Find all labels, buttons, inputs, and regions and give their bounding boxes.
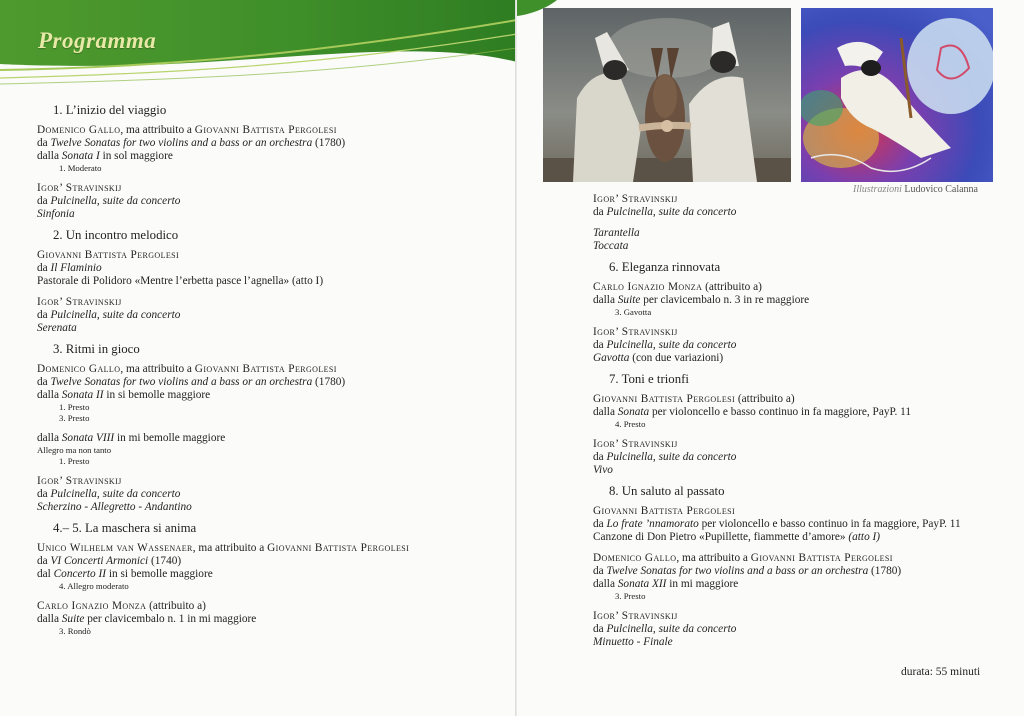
composer-name: Giovanni Battista Pergolesi: [194, 363, 337, 375]
entry-text: da: [37, 262, 51, 274]
entry-text: Canzone di Don Pietro «Pupillette, fiammette d’amore»: [593, 531, 849, 543]
entry-text: da: [37, 309, 51, 321]
entry-line: [593, 531, 1023, 544]
entry-line: [593, 623, 1023, 636]
entry-text: 4. Allegro moderato: [59, 581, 129, 591]
entry-line: [593, 552, 1023, 565]
program-entry: [37, 363, 507, 424]
entry-text: da: [593, 623, 607, 635]
entry-line: [593, 636, 1023, 649]
entry-line: [37, 363, 507, 376]
composer-name: Giovanni Battista Pergolesi: [750, 552, 893, 564]
entry-line: [593, 240, 1023, 253]
composer-name: Unico Wilhelm van Wassenaer: [37, 542, 193, 554]
entry-text: (con due variazioni): [629, 352, 724, 364]
entry-text: (attribuito a): [146, 600, 206, 612]
entry-text: , ma attribuito a: [676, 552, 751, 564]
composer-name: Igor’ Stravinskij: [593, 610, 678, 622]
composer-name: Carlo Ignazio Monza: [37, 600, 147, 612]
work-title: Twelve Sonatas for two violins and a bass or an orchestra: [50, 137, 313, 149]
entry-text: 1. Moderato: [59, 163, 102, 173]
entry-text: dalla: [37, 432, 62, 444]
entry-line: [37, 488, 507, 501]
entry-text: (1740): [148, 555, 182, 567]
entry-text: , ma attribuito a: [120, 124, 195, 136]
entry-text: , ma attribuito a: [192, 542, 268, 554]
entry-text: per violoncello e basso continuo in fa maggiore, PayP. 11: [649, 406, 912, 418]
illustration-pulcinella-handshake: [543, 8, 791, 182]
program-entry: [593, 393, 1023, 430]
entry-text: in mi bemolle maggiore: [114, 432, 226, 444]
entry-text: 1. Presto: [59, 402, 90, 412]
work-title: Sonata: [617, 406, 650, 418]
work-title: Pulcinella, suite da concerto: [606, 451, 737, 463]
entry-text: Allegro ma non tanto: [37, 445, 112, 455]
entry-line: [37, 376, 507, 389]
entry-text: per violoncello e basso continuo in fa maggiore, PayP. 11: [698, 518, 961, 530]
entry-text: in mi maggiore: [666, 578, 739, 590]
entry-text: 3. Rondò: [59, 626, 91, 636]
program-entry: [37, 475, 507, 514]
movement-line: [37, 413, 507, 424]
entry-line: [593, 464, 1023, 477]
entry-text: dalla: [593, 578, 618, 590]
entry-text: 3. Presto: [59, 413, 90, 423]
work-title: Serenata: [37, 322, 77, 334]
entry-text: da: [593, 206, 607, 218]
entry-text: da: [37, 488, 51, 500]
program-entry: [593, 552, 1023, 602]
composer-name: Giovanni Battista Pergolesi: [593, 505, 736, 517]
entry-text: (1780): [312, 137, 346, 149]
work-title: Pulcinella, suite da concerto: [606, 206, 737, 218]
composer-name: Giovanni Battista Pergolesi: [37, 249, 180, 261]
program-entry: [593, 326, 1023, 365]
movement-line: [593, 591, 1023, 602]
work-title: Vivo: [593, 464, 613, 476]
entry-line: [37, 296, 507, 309]
movement-line: [593, 419, 1023, 430]
work-title: Sonata I: [61, 150, 100, 162]
composer-name: Giovanni Battista Pergolesi: [194, 124, 337, 136]
movement-line: [37, 163, 507, 174]
entry-line: [593, 610, 1023, 623]
entry-line: [37, 262, 507, 275]
entry-text: da: [37, 376, 51, 388]
work-title: Gavotta: [593, 352, 630, 364]
entry-text: per clavicembalo n. 3 in re maggiore: [640, 294, 810, 306]
work-title: Pulcinella, suite da concerto: [50, 488, 181, 500]
work-title: Sonata XII: [617, 578, 667, 590]
entry-text: dalla: [37, 613, 62, 625]
entry-text: dalla: [37, 389, 62, 401]
program-entry: [37, 182, 507, 221]
composer-name: Giovanni Battista Pergolesi: [267, 542, 410, 554]
work-title: Lo frate ’nnamorato: [606, 518, 699, 530]
composer-name: Igor’ Stravinskij: [37, 296, 122, 308]
entry-line: [593, 206, 1023, 219]
entry-line: [37, 475, 507, 488]
entry-line: [593, 227, 1023, 240]
entry-line: [37, 275, 507, 288]
work-title: VI Concerti Armonici: [50, 555, 149, 567]
work-title: Suite: [617, 294, 641, 306]
composer-name: Giovanni Battista Pergolesi: [593, 393, 736, 405]
work-title: Concerto II: [53, 568, 107, 580]
work-title: Sonata VIII: [61, 432, 115, 444]
entry-line: [593, 451, 1023, 464]
program-entry: [593, 610, 1023, 649]
entry-text: dalla: [593, 406, 618, 418]
entry-text: 3. Gavotta: [615, 307, 652, 317]
work-title: Tarantella: [593, 227, 640, 239]
entry-text: Pastorale di Polidoro «Mentre l’erbetta pasce l’agnella» (atto I): [37, 275, 324, 287]
entry-line: [37, 249, 507, 262]
work-title: (atto I): [848, 531, 881, 543]
program-entry: [593, 438, 1023, 477]
entry-line: [593, 578, 1023, 591]
work-title: Pulcinella, suite da concerto: [606, 623, 737, 635]
entry-text: da: [37, 137, 51, 149]
entry-line: [37, 309, 507, 322]
entry-line: [593, 393, 1023, 406]
entry-text: dalla: [593, 294, 618, 306]
entry-line: [593, 193, 1023, 206]
program-entry: [593, 193, 1023, 219]
movement-line: [37, 581, 507, 592]
work-title: Toccata: [593, 240, 629, 252]
entry-text: in sol maggiore: [99, 150, 173, 162]
entry-line: [37, 555, 507, 568]
section-heading: 6. Eleganza rinnovata: [609, 260, 721, 274]
entry-line: [593, 565, 1023, 578]
entry-text: da: [593, 451, 607, 463]
work-title: Minuetto - Finale: [593, 636, 673, 648]
entry-line: [593, 326, 1023, 339]
page-title: Programma: [38, 28, 157, 53]
entry-text: da: [37, 555, 51, 567]
entry-line: [37, 432, 507, 445]
program-entry: [593, 227, 1023, 253]
program-entry: [37, 542, 507, 592]
entry-line: [37, 613, 507, 626]
section-heading: 7. Toni e trionfi: [609, 372, 689, 386]
composer-name: Domenico Gallo: [593, 552, 677, 564]
entry-line: [37, 137, 507, 150]
duration-label: durata: 55 minuti: [901, 666, 981, 678]
movement-line: [37, 402, 507, 413]
movement-line: [37, 445, 507, 456]
right-program-column: [593, 193, 1023, 657]
entry-line: [37, 568, 507, 581]
section-heading: 2. Un incontro melodico: [53, 228, 179, 242]
work-title: Sonata II: [61, 389, 104, 401]
entry-text: 1. Presto: [59, 456, 90, 466]
work-title: Suite: [61, 613, 85, 625]
entry-line: [37, 389, 507, 402]
movement-line: [37, 456, 507, 467]
entry-text: in si bemolle maggiore: [106, 568, 213, 580]
program-entry: [593, 505, 1023, 544]
illustration-pulcinella-colorful: [801, 8, 993, 182]
entry-line: [593, 505, 1023, 518]
entry-line: [37, 600, 507, 613]
entry-text: dal: [37, 568, 54, 580]
program-entry: [37, 296, 507, 335]
entry-line: [593, 518, 1023, 531]
composer-name: Domenico Gallo: [37, 124, 121, 136]
entry-line: [37, 322, 507, 335]
program-entry: [37, 249, 507, 288]
entry-text: (1780): [868, 565, 902, 577]
section-heading: 4.– 5. La maschera si anima: [53, 521, 197, 535]
work-title: Sinfonia: [37, 208, 75, 220]
section-heading: 8. Un saluto al passato: [609, 484, 725, 498]
entry-line: [37, 195, 507, 208]
entry-text: 4. Presto: [615, 419, 646, 429]
entry-line: [37, 182, 507, 195]
right-page: [517, 0, 1024, 716]
entry-line: [593, 406, 1023, 419]
work-title: Twelve Sonatas for two violins and a bass or an orchestra: [606, 565, 869, 577]
entry-line: [37, 542, 507, 555]
entry-text: da: [593, 565, 607, 577]
work-title: Pulcinella, suite da concerto: [50, 309, 181, 321]
program-entry: [593, 281, 1023, 318]
entry-text: (1780): [312, 376, 346, 388]
composer-name: Domenico Gallo: [37, 363, 121, 375]
entry-text: dalla: [37, 150, 62, 162]
entry-line: [593, 339, 1023, 352]
entry-line: [37, 124, 507, 137]
work-title: Scherzino - Allegretto - Andantino: [37, 501, 192, 513]
entry-text: (attribuito a): [735, 393, 795, 405]
entry-line: [37, 208, 507, 221]
entry-text: per clavicembalo n. 1 in mi maggiore: [84, 613, 257, 625]
program-entry: [37, 600, 507, 637]
work-title: Pulcinella, suite da concerto: [50, 195, 181, 207]
title-banner: [0, 0, 517, 95]
composer-name: Igor’ Stravinskij: [37, 182, 122, 194]
composer-name: Carlo Ignazio Monza: [593, 281, 703, 293]
entry-line: [593, 294, 1023, 307]
entry-line: [37, 501, 507, 514]
entry-text: , ma attribuito a: [120, 363, 195, 375]
work-title: Twelve Sonatas for two violins and a bass or an orchestra: [50, 376, 313, 388]
entry-text: da: [593, 339, 607, 351]
composer-name: Igor’ Stravinskij: [593, 326, 678, 338]
entry-line: [37, 150, 507, 163]
entry-line: [593, 281, 1023, 294]
work-title: Il Flaminio: [50, 262, 102, 274]
program-entry: [37, 432, 507, 467]
entry-text: in si bemolle maggiore: [103, 389, 211, 401]
entry-text: 3. Presto: [615, 591, 646, 601]
entry-text: da: [37, 195, 51, 207]
entry-text: da: [593, 518, 607, 530]
program-entry: [37, 124, 507, 174]
composer-name: Igor’ Stravinskij: [593, 438, 678, 450]
movement-line: [37, 626, 507, 637]
credit-name: Ludovico Calanna: [904, 184, 978, 195]
entry-line: [593, 438, 1023, 451]
credit-label: Illustrazioni: [853, 184, 902, 195]
section-heading: 1. L’inizio del viaggio: [53, 103, 167, 117]
entry-line: [593, 352, 1023, 365]
composer-name: Igor’ Stravinskij: [37, 475, 122, 487]
composer-name: Igor’ Stravinskij: [593, 193, 678, 205]
left-program-column: [37, 104, 507, 645]
movement-line: [593, 307, 1023, 318]
section-heading: 3. Ritmi in gioco: [53, 342, 140, 356]
work-title: Pulcinella, suite da concerto: [606, 339, 737, 351]
entry-text: (attribuito a): [702, 281, 762, 293]
